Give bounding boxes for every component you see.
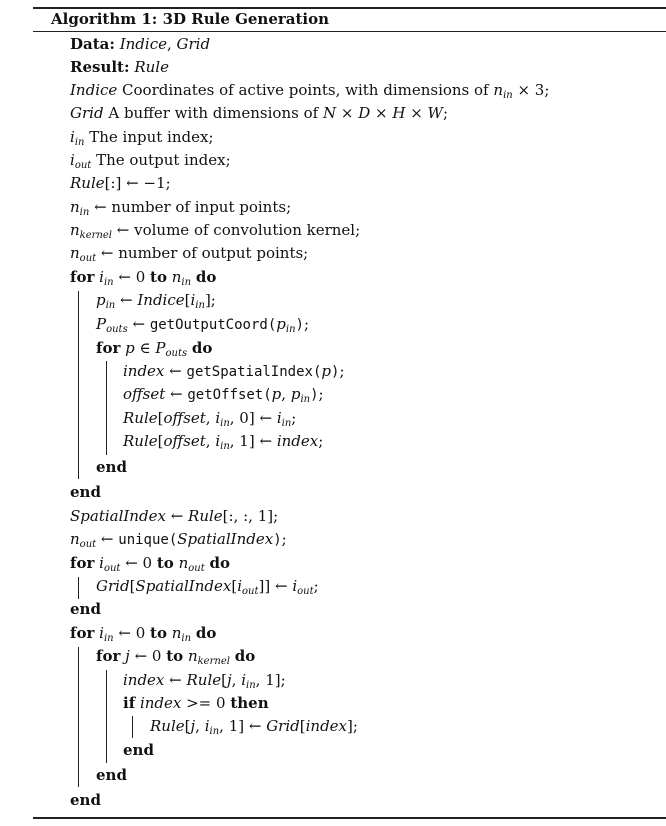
algo-line: $i_{out}$ The output index; (70, 151, 231, 171)
algo-line: $P_{outs}$ ← $getOutputCoord(p_{in})$; (96, 315, 310, 335)
algo-line: end (70, 600, 101, 618)
algo-line: Grid A buffer with dimensions of N × D × H × W; (70, 104, 449, 122)
if-block-bar (132, 716, 133, 738)
algo-line: $n_{kernel}$ ← volume of convolution kernel; (70, 221, 361, 241)
algo-line: $i_{in}$ The input index; (70, 128, 214, 148)
algo-line: Result: Rule (70, 58, 169, 76)
algo-line: for j ← 0 to $n_{kernel}$ do (96, 647, 256, 667)
algo-line: $n_{out}$ ← number of output points; (70, 244, 309, 264)
algo-line: SpatialIndex ← Rule[:, :, 1]; (70, 507, 279, 525)
algo-line: $Grid[SpatialIndex[i_{out}]]$ ← $i_{out}$; (96, 577, 319, 597)
algo-line: for p ∈ $P_{outs}$ do (96, 339, 213, 359)
algo-line: Rule[offset, $i_{in}$, 1] ← index; (123, 432, 324, 452)
algo-line: end (123, 741, 154, 759)
for-block-bar (78, 291, 79, 479)
algo-line: Rule[offset, $i_{in}$, 0] ← $i_{in}$; (123, 409, 297, 429)
algo-line: $n_{out}$ ← unique(SpatialIndex); (70, 530, 287, 550)
algo-line: $p_{in}$ ← $Indice[i_{in}]$; (96, 291, 216, 311)
inner-for-bar-2 (106, 670, 107, 763)
inner-for-bar (106, 361, 107, 455)
algo-line: Rule[j, $i_{in}$, 1] ← Grid[index]; (150, 717, 358, 737)
algo-line: for $i_{out}$ ← 0 to $n_{out}$ do (70, 554, 231, 574)
bottom-rule (33, 817, 666, 819)
algo-line: end (70, 483, 101, 501)
algo-line: index ← getSpatialIndex(p); (123, 362, 345, 380)
caption-label: Algorithm 1: (51, 10, 158, 28)
algo-line: $n_{in}$ ← number of input points; (70, 198, 292, 218)
caption-title: 3D Rule Generation (162, 10, 330, 28)
for-block-bar-3 (78, 647, 79, 787)
algo-line: Rule[:] ← −1; (70, 174, 171, 192)
for-block-bar-2 (78, 577, 79, 599)
algo-line: if index >= 0 then (123, 694, 269, 712)
algorithm-caption (51, 9, 329, 29)
algo-line: Indice Coordinates of active points, with dimensions of $n_{in} \times 3$; (70, 81, 550, 101)
algo-line: end (70, 791, 101, 809)
algo-line: end (96, 458, 127, 476)
caption-rule (33, 31, 666, 32)
algo-line: offset ← getOffset(p, $p_{in}$); (123, 385, 324, 405)
algo-line: Data: Indice, Grid (70, 35, 211, 53)
algo-line: for $i_{in}$ ← 0 to $n_{in}$ do (70, 268, 217, 288)
algo-line: index ← Rule[j, $i_{in}$, 1]; (123, 671, 286, 691)
algo-line: for $i_{in}$ ← 0 to $n_{in}$ do (70, 624, 217, 644)
algo-line: end (96, 766, 127, 784)
